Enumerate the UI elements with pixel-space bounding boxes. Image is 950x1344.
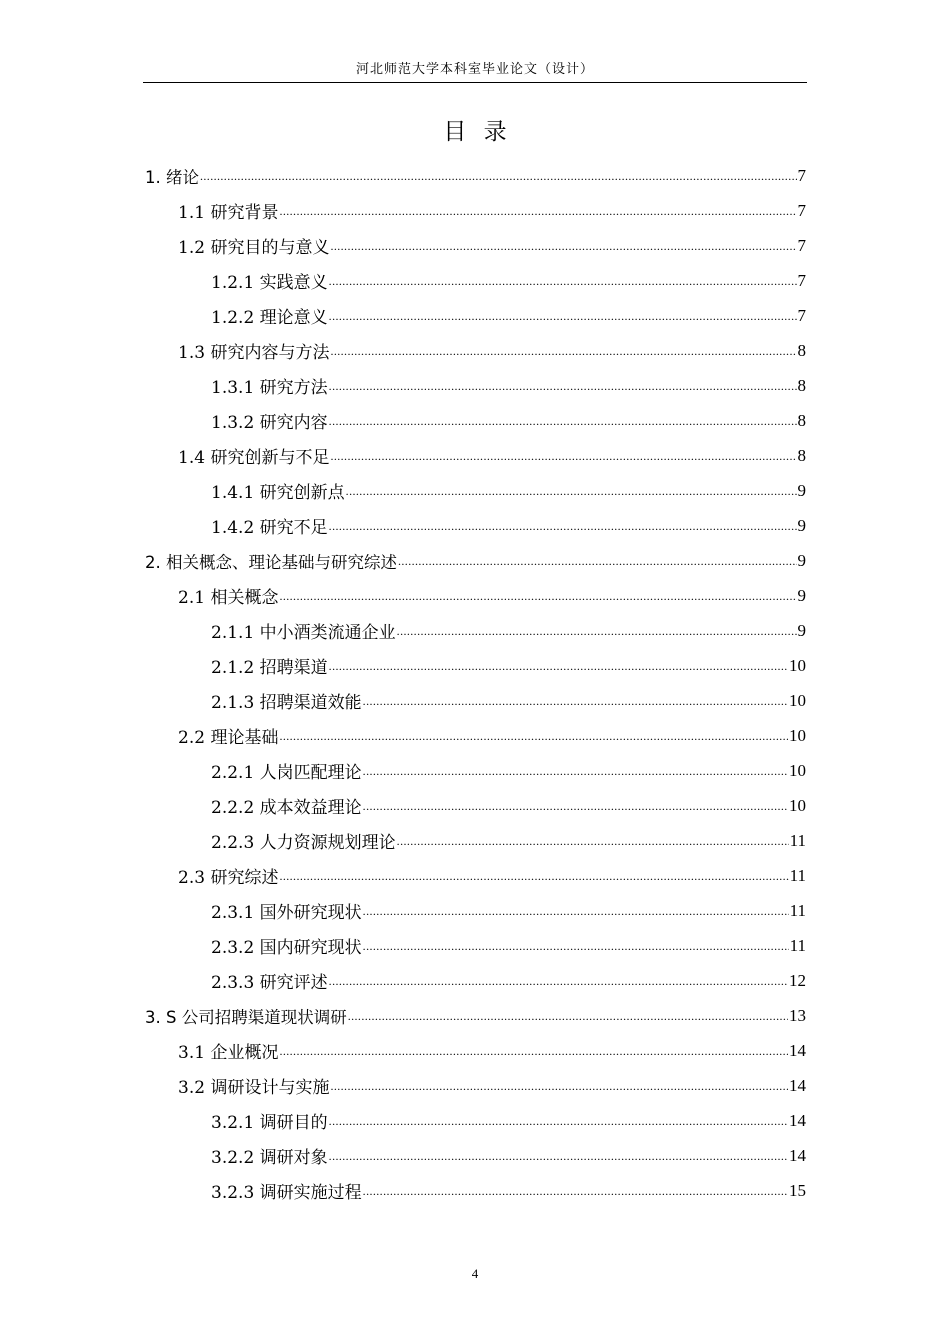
toc-entry-page: 11 <box>789 865 806 885</box>
toc-entry-page: 11 <box>789 935 806 955</box>
toc-entry-page: 7 <box>797 200 806 220</box>
toc-entry-page: 9 <box>797 515 806 535</box>
toc-entry-page: 8 <box>797 375 806 395</box>
toc-dot-leader <box>329 1111 788 1131</box>
toc-entry-page: 8 <box>797 445 806 465</box>
toc-entry[interactable] <box>145 1068 806 1103</box>
toc-entry-label: 3. S 公司招聘渠道现状调研 <box>145 1007 347 1027</box>
toc-entry[interactable] <box>145 613 806 648</box>
toc-entry[interactable] <box>145 893 806 928</box>
toc-entry[interactable] <box>145 648 806 683</box>
toc-entry-page: 14 <box>789 1040 806 1060</box>
toc-entry-label: 3.2.2 调研对象 <box>211 1148 328 1168</box>
toc-entry[interactable] <box>145 228 806 263</box>
toc-entry[interactable] <box>145 963 806 998</box>
toc-dot-leader <box>279 726 788 746</box>
toc-dot-leader <box>397 831 789 851</box>
toc-entry-label: 2.2.1 人岗匹配理论 <box>211 763 362 783</box>
toc-entry-label: 2.3.1 国外研究现状 <box>211 903 362 923</box>
toc-entry[interactable] <box>145 1033 806 1068</box>
toc-entry-page: 8 <box>797 410 806 430</box>
toc-dot-leader <box>346 481 797 501</box>
toc-entry[interactable] <box>145 578 806 613</box>
toc-dot-leader <box>398 551 797 571</box>
table-of-contents <box>145 158 806 1208</box>
toc-dot-leader <box>279 201 796 221</box>
toc-entry[interactable] <box>145 858 806 893</box>
toc-entry-page: 7 <box>797 165 806 185</box>
toc-entry-label: 2.1 相关概念 <box>178 588 279 608</box>
toc-entry-page: 11 <box>789 900 806 920</box>
toc-dot-leader <box>279 1041 788 1061</box>
toc-entry[interactable] <box>145 473 806 508</box>
toc-entry[interactable] <box>145 368 806 403</box>
toc-entry-page: 9 <box>797 585 806 605</box>
toc-entry-label: 2.2.2 成本效益理论 <box>211 798 362 818</box>
running-header: 河北师范大学本科室毕业论文（设计） <box>355 62 594 77</box>
toc-dot-leader <box>329 516 797 536</box>
toc-dot-leader <box>329 1146 788 1166</box>
toc-entry-page: 7 <box>797 235 806 255</box>
toc-entry[interactable] <box>145 1173 806 1208</box>
toc-entry[interactable] <box>145 718 806 753</box>
toc-entry-label: 2.3.3 研究评述 <box>211 973 328 993</box>
toc-dot-leader <box>329 271 797 291</box>
toc-entry-page: 10 <box>789 690 806 710</box>
toc-entry[interactable] <box>145 263 806 298</box>
toc-dot-leader <box>348 1006 788 1026</box>
toc-entry-label: 1.3.2 研究内容 <box>211 413 328 433</box>
toc-dot-leader <box>363 936 789 956</box>
toc-entry[interactable] <box>145 753 806 788</box>
toc-entry-page: 10 <box>789 760 806 780</box>
toc-entry-page: 9 <box>797 620 806 640</box>
toc-entry[interactable] <box>145 823 806 858</box>
toc-entry-label: 3.1 企业概况 <box>178 1043 279 1063</box>
toc-entry[interactable] <box>145 403 806 438</box>
toc-entry-label: 2.1.3 招聘渠道效能 <box>211 693 362 713</box>
toc-entry-label: 1.2.2 理论意义 <box>211 308 328 328</box>
toc-entry[interactable] <box>145 543 806 578</box>
page-number: 4 <box>471 1266 479 1281</box>
toc-entry-label: 1.2 研究目的与意义 <box>178 238 330 258</box>
toc-entry[interactable] <box>145 193 806 228</box>
toc-dot-leader <box>279 866 788 886</box>
toc-dot-leader <box>397 621 797 641</box>
toc-dot-leader <box>363 1181 788 1201</box>
toc-entry-label: 1. 绪论 <box>145 167 199 187</box>
toc-entry-label: 2.3 研究综述 <box>178 868 279 888</box>
toc-entry[interactable] <box>145 298 806 333</box>
toc-entry-page: 14 <box>789 1110 806 1130</box>
toc-dot-leader <box>363 901 789 921</box>
toc-dot-leader <box>329 306 797 326</box>
toc-entry-label: 3.2.1 调研目的 <box>211 1113 328 1133</box>
toc-dot-leader <box>330 446 796 466</box>
toc-entry-label: 2.1.1 中小酒类流通企业 <box>211 623 396 643</box>
toc-dot-leader <box>329 656 788 676</box>
toc-dot-leader <box>330 341 796 361</box>
toc-entry-label: 2. 相关概念、理论基础与研究综述 <box>145 552 397 572</box>
toc-entry-page: 13 <box>789 1005 806 1025</box>
toc-dot-leader <box>363 691 788 711</box>
toc-dot-leader <box>363 761 788 781</box>
header-rule <box>143 82 807 83</box>
toc-entry-label: 3.2.3 调研实施过程 <box>211 1183 362 1203</box>
toc-entry-label: 1.4.2 研究不足 <box>211 518 328 538</box>
toc-entry-page: 7 <box>797 270 806 290</box>
toc-entry[interactable] <box>145 1103 806 1138</box>
toc-entry-page: 15 <box>789 1180 806 1200</box>
toc-entry[interactable] <box>145 928 806 963</box>
toc-entry-label: 1.1 研究背景 <box>178 203 279 223</box>
toc-dot-leader <box>363 796 788 816</box>
toc-entry[interactable] <box>145 683 806 718</box>
toc-entry-label: 2.3.2 国内研究现状 <box>211 938 362 958</box>
toc-entry-label: 1.4.1 研究创新点 <box>211 483 345 503</box>
toc-entry[interactable] <box>145 158 806 193</box>
toc-entry-page: 12 <box>789 970 806 990</box>
toc-dot-leader <box>330 236 796 256</box>
toc-dot-leader <box>200 166 797 186</box>
toc-entry[interactable] <box>145 788 806 823</box>
toc-entry[interactable] <box>145 333 806 368</box>
toc-entry-label: 2.2 理论基础 <box>178 728 279 748</box>
toc-entry-label: 1.2.1 实践意义 <box>211 273 328 293</box>
toc-entry-label: 1.3.1 研究方法 <box>211 378 328 398</box>
toc-entry-page: 10 <box>789 655 806 675</box>
toc-entry-page: 11 <box>789 830 806 850</box>
toc-entry[interactable] <box>145 998 806 1033</box>
toc-entry-label: 1.4 研究创新与不足 <box>178 448 330 468</box>
toc-dot-leader <box>329 411 797 431</box>
toc-entry-page: 10 <box>789 725 806 745</box>
toc-entry-page: 14 <box>789 1145 806 1165</box>
toc-entry[interactable] <box>145 1138 806 1173</box>
page-title: 目 录 <box>443 119 507 145</box>
toc-entry[interactable] <box>145 508 806 543</box>
toc-entry-page: 9 <box>797 550 806 570</box>
toc-entry-label: 1.3 研究内容与方法 <box>178 343 330 363</box>
toc-entry-page: 8 <box>797 340 806 360</box>
toc-entry-label: 2.2.3 人力资源规划理论 <box>211 833 396 853</box>
toc-entry[interactable] <box>145 438 806 473</box>
toc-entry-label: 3.2 调研设计与实施 <box>178 1078 330 1098</box>
toc-dot-leader <box>329 971 788 991</box>
toc-entry-page: 10 <box>789 795 806 815</box>
toc-dot-leader <box>279 586 796 606</box>
toc-dot-leader <box>330 1076 788 1096</box>
toc-entry-page: 7 <box>797 305 806 325</box>
toc-entry-page: 14 <box>789 1075 806 1095</box>
toc-entry-page: 9 <box>797 480 806 500</box>
toc-dot-leader <box>329 376 797 396</box>
toc-entry-label: 2.1.2 招聘渠道 <box>211 658 328 678</box>
